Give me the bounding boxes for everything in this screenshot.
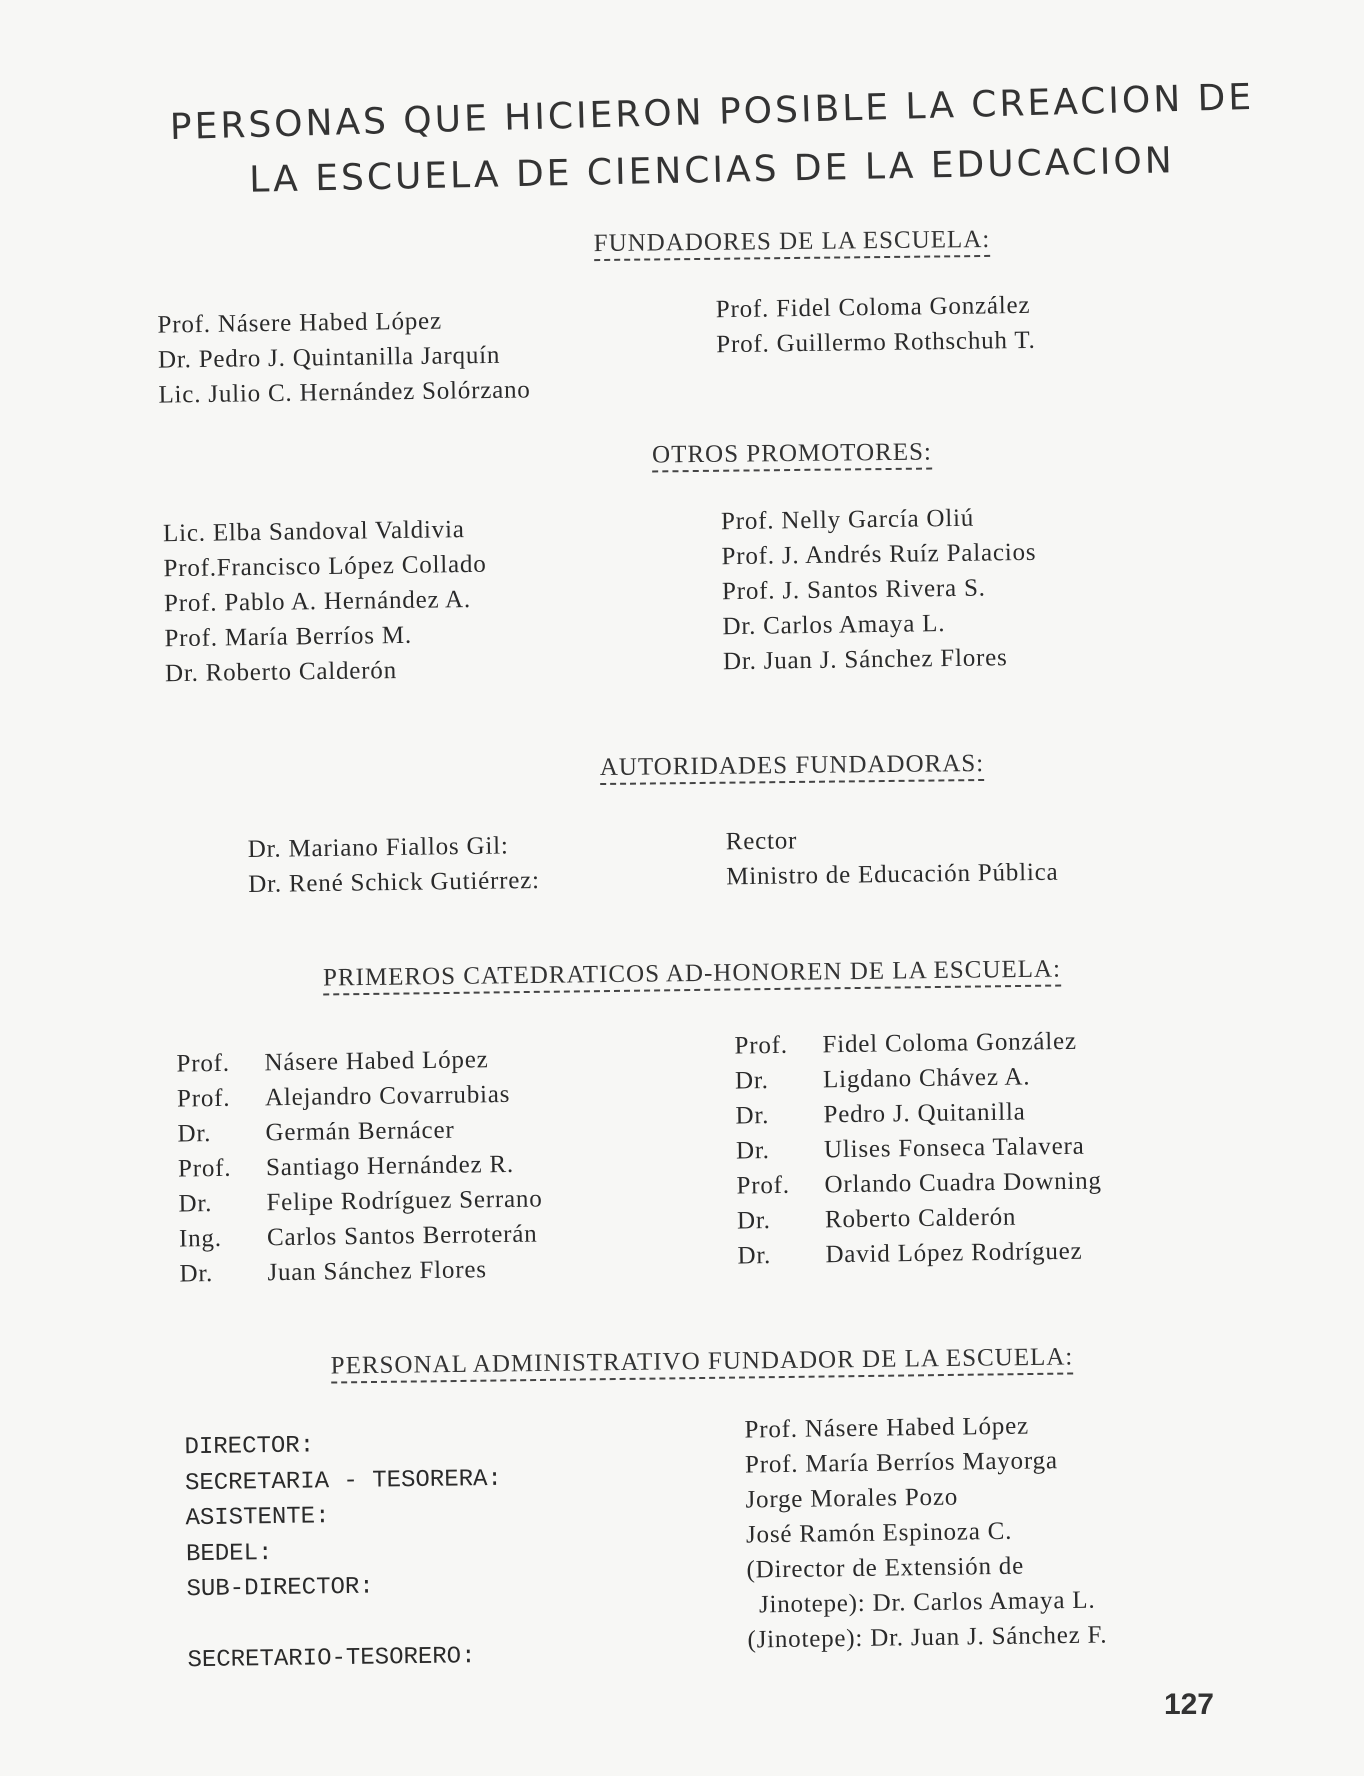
title-prefix: Dr. [179, 1260, 214, 1288]
title-prefix: Prof. [177, 1154, 232, 1183]
list-item: José Ramón Espinoza C. [745, 1517, 1013, 1549]
list-item: Rector [725, 827, 798, 856]
fundadores-right-list [716, 288, 1036, 362]
list-item: Dr. Juan J. Sánchez Flores [722, 644, 1008, 676]
list-item [735, 1093, 1101, 1133]
administrativo-heading-text: PERSONAL ADMINISTRATIVO FUNDADOR DE LA ESCUELA: [331, 1343, 1074, 1383]
list-item: Lic. Julio C. Hernández Solórzano [158, 376, 531, 409]
autoridades-left-list [248, 828, 540, 902]
section-heading-catedraticos [20, 952, 1364, 996]
page-title-line-1: PERSONAS QUE HICIERON POSIBLE LA CREACION DE [169, 76, 1255, 149]
list-item [178, 1146, 543, 1186]
person-name: Carlos Santos Berroterán [266, 1220, 538, 1252]
person-name: Pedro J. Quitanilla [823, 1098, 1026, 1129]
title-prefix: Dr. [177, 1120, 212, 1148]
title-prefix: Dr. [178, 1190, 213, 1218]
person-name: Felipe Rodríguez Serrano [266, 1185, 543, 1217]
title-prefix: Prof. [734, 1031, 789, 1060]
list-item [737, 1233, 1103, 1273]
role-label: BEDEL: [185, 1539, 273, 1568]
list-item: Jorge Morales Pozo [745, 1483, 959, 1514]
list-item: Lic. Elba Sandoval Valdivia [162, 516, 465, 548]
role-label: DIRECTOR: [184, 1432, 315, 1462]
list-item [735, 1058, 1101, 1098]
list-item [176, 1041, 541, 1081]
role-label: SUB-DIRECTOR: [186, 1573, 374, 1604]
person-name: Santiago Hernández R. [265, 1150, 515, 1182]
role-label: SECRETARIO-TESORERO: [187, 1642, 476, 1674]
autoridades-heading-text: AUTORIDADES FUNDADORAS: [600, 750, 985, 785]
list-item [736, 1128, 1102, 1168]
list-item: Dr. Roberto Calderón [164, 657, 398, 688]
list-item: Prof. Násere Habed López [157, 307, 443, 339]
person-name: Fidel Coloma González [822, 1027, 1077, 1059]
section-heading-promotores [220, 434, 1364, 474]
promotores-right-list [721, 500, 1038, 679]
section-heading-fundadores [220, 222, 1364, 262]
list-item: Prof. Pablo A. Hernández A. [163, 585, 472, 618]
title-prefix: Dr. [735, 1102, 770, 1130]
list-item: Prof. J. Andrés Ruíz Palacios [721, 538, 1037, 571]
list-item: Ministro de Educación Pública [726, 858, 1059, 891]
title-prefix: Ing. [178, 1224, 222, 1253]
list-item: Prof. Fidel Coloma González [715, 291, 1031, 324]
list-item: Prof. Nelly García Oliú [720, 504, 975, 536]
list-item [179, 1251, 544, 1291]
section-heading-administrativo [40, 1340, 1364, 1384]
list-item [177, 1111, 542, 1151]
person-name: David López Rodríguez [825, 1237, 1083, 1269]
list-item: (Director de Extensión de [746, 1552, 1025, 1584]
list-item [179, 1216, 544, 1256]
person-name: Alejandro Covarrubias [264, 1080, 511, 1112]
title-prefix: Dr. [736, 1207, 771, 1235]
administrativo-names-list [744, 1407, 1107, 1657]
list-item: Prof. Násere Habed López [744, 1412, 1030, 1444]
list-item: Dr. Carlos Amaya L. [722, 610, 946, 641]
role-label [187, 1603, 504, 1642]
promotores-heading-text: OTROS PROMOTORES: [652, 439, 932, 473]
list-item: Dr. Mariano Fiallos Gil: [247, 832, 509, 864]
person-name: Násere Habed López [264, 1046, 489, 1077]
title-prefix: Dr. [734, 1067, 769, 1095]
title-prefix: Prof. [176, 1049, 231, 1078]
role-label: ASISTENTE: [185, 1503, 330, 1533]
list-item: Dr. René Schick Gutiérrez: [248, 866, 540, 899]
page-number: 127 [1163, 1688, 1214, 1721]
list-item: (Jinotepe): Dr. Juan J. Sánchez F. [747, 1621, 1108, 1654]
person-name: Ligdano Chávez A. [822, 1063, 1031, 1094]
list-item: Prof. María Berríos M. [164, 621, 413, 653]
fundadores-left-list [157, 302, 531, 412]
administrativo-roles-list [184, 1426, 504, 1678]
list-item: Prof. J. Santos Rivera S. [721, 574, 986, 606]
list-item [734, 1023, 1100, 1063]
person-name: Orlando Cuadra Downing [824, 1167, 1102, 1199]
person-name: Juan Sánchez Flores [267, 1256, 487, 1287]
person-name: Ulises Fonseca Talavera [823, 1132, 1085, 1164]
catedraticos-right-list [734, 1023, 1103, 1273]
fundadores-heading-text: FUNDADORES DE LA ESCUELA: [594, 226, 991, 261]
title-prefix: Prof. [736, 1171, 791, 1200]
person-name: Roberto Calderón [824, 1203, 1017, 1234]
person-name: Germán Bernácer [265, 1116, 455, 1147]
promotores-left-list [163, 512, 488, 691]
catedraticos-left-list [176, 1041, 543, 1291]
list-item: Prof. María Berríos Mayorga [744, 1447, 1058, 1479]
list-item: Prof. Guillermo Rothschuh T. [716, 326, 1036, 359]
role-label: SECRETARIA - TESORERA: [184, 1465, 503, 1497]
autoridades-right-list [726, 820, 1059, 895]
list-item: Dr. Pedro J. Quintanilla Jarquín [157, 341, 501, 374]
list-item [177, 1076, 542, 1116]
page-title-line-2: LA ESCUELA DE CIENCIAS DE LA EDUCACION [248, 140, 1176, 201]
list-item: Prof.Francisco López Collado [163, 550, 487, 583]
section-heading-autoridades [220, 746, 1364, 786]
title-prefix: Dr. [735, 1137, 770, 1165]
list-item [736, 1163, 1102, 1203]
list-item: Jinotepe): Dr. Carlos Amaya L. [758, 1586, 1096, 1619]
catedraticos-heading-text: PRIMEROS CATEDRATICOS AD-HONOREN DE LA ESCUELA: [323, 955, 1061, 995]
title-prefix: Dr. [737, 1242, 772, 1270]
title-prefix: Prof. [176, 1084, 231, 1113]
list-item [178, 1181, 543, 1221]
list-item [737, 1198, 1103, 1238]
